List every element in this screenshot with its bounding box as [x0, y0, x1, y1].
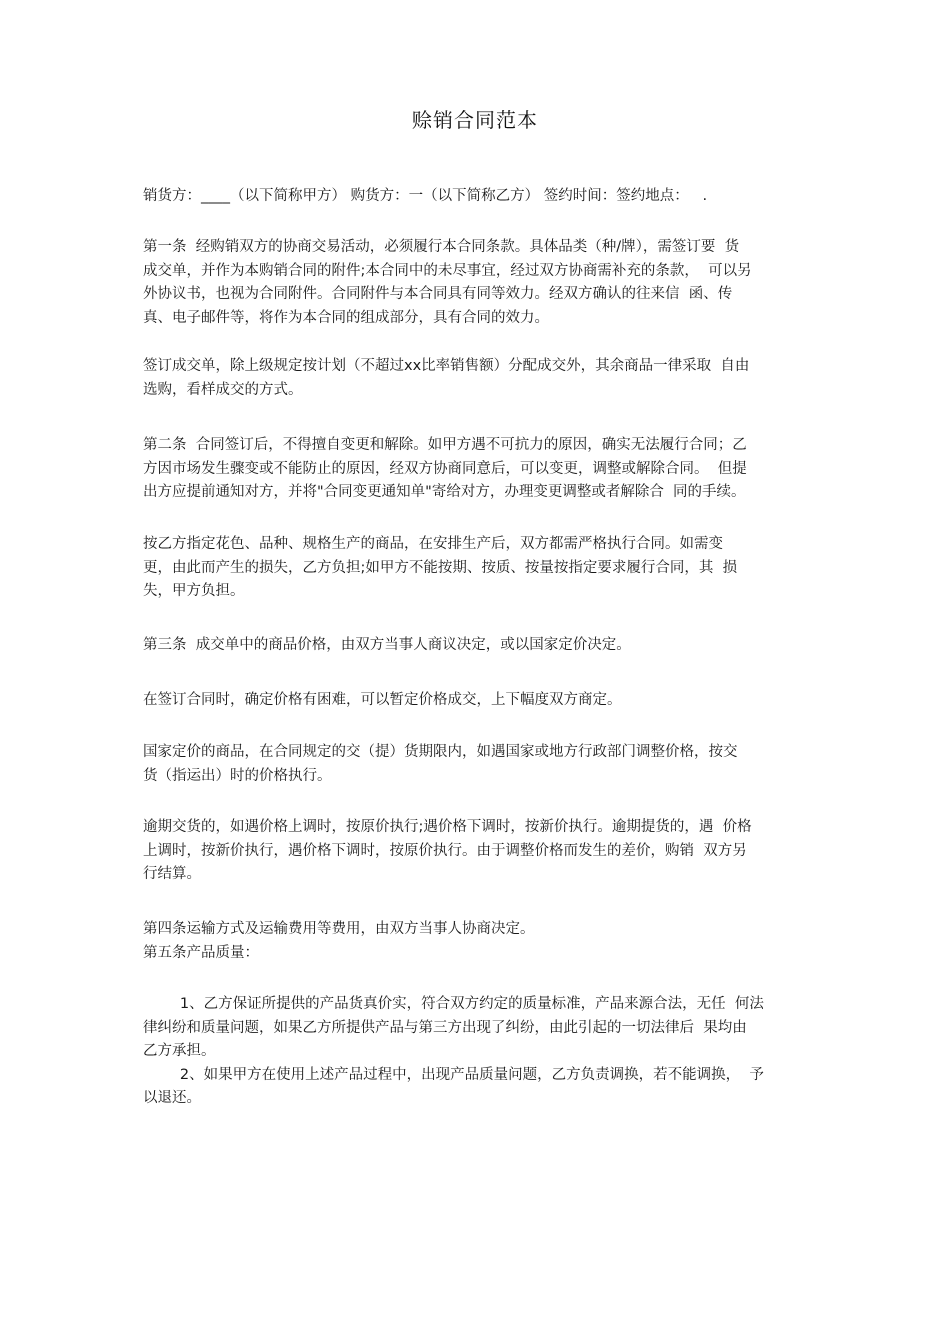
- article-1-paragraph: [143, 236, 818, 330]
- text-line: 第一条 经购销双方的协商交易活动，必须履行本合同条款。具体品类（种/牌），需签订要 货: [143, 239, 740, 255]
- text-line: 1、乙方保证所提供的产品货真价实，符合双方约定的质量标准，产品来源合法，无任 何法: [143, 996, 764, 1012]
- text-line: 行结算。: [143, 866, 201, 882]
- text-line: 以退还。: [143, 1090, 201, 1106]
- text-line: 方因市场发生骤变或不能防止的原因，经双方协商同意后，可以变更，调整或解除合同。 但提: [143, 460, 747, 477]
- text-line: 销货方：____（以下简称甲方） 购货方：一（以下简称乙方） 签约时间：签约地点： .: [143, 188, 708, 204]
- text-line: 外协议书，也视为合同附件。合同附件与本合同具有同等效力。经双方确认的往来信 函、传: [143, 286, 733, 302]
- text-line: 成交单，并作为本购销合同的附件;本合同中的未尽事宜，经过双方协商需补充的条款， 可以另: [143, 262, 752, 279]
- text-line: 第五条产品质量：: [143, 944, 259, 961]
- provisional-price-paragraph: [143, 689, 818, 713]
- text-line: 上调时，按新价执行，遇价格下调时，按原价执行。由于调整价格而发生的差价，购销 双方另: [143, 842, 747, 859]
- text-line: 逾期交货的，如遇价格上调时，按原价执行;遇价格下调时，按新价执行。逾期提货的，遇 价格: [143, 819, 752, 835]
- article-4-5-paragraph: [143, 918, 818, 965]
- text-line: 第四条运输方式及运输费用等费用，由双方当事人协商决定。: [143, 921, 535, 937]
- overdue-paragraph: [143, 816, 818, 887]
- state-price-paragraph: [143, 741, 818, 788]
- text-line: 按乙方指定花色、品种、规格生产的商品，在安排生产后，双方都需严格执行合同。如需变: [143, 536, 723, 552]
- text-line: 选购，看样成交的方式。: [143, 381, 303, 398]
- quality-clauses-paragraph: [143, 993, 818, 1111]
- text-line: 律纠纷和质量问题，如果乙方所提供产品与第三方出现了纠纷，由此引起的一切法律后 果均由: [143, 1019, 747, 1036]
- text-line: 第二条 合同签订后，不得擅自变更和解除。如甲方遇不可抗力的原因，确实无法履行合同；乙: [143, 437, 747, 453]
- text-line: 乙方承担。: [143, 1043, 216, 1059]
- custom-production-paragraph: [143, 533, 818, 604]
- text-line: 失，甲方负担。: [143, 583, 245, 599]
- text-line: 真、电子邮件等，将作为本合同的组成部分，具有合同的效力。: [143, 309, 549, 326]
- article-2-paragraph: [143, 434, 818, 505]
- text-line: 更，由此而产生的损失，乙方负担;如甲方不能按期、按质、按量按指定要求履行合同，其 损: [143, 559, 738, 576]
- text-line: 签订成交单，除上级规定按计划（不超过xx比率销售额）分配成交外，其余商品一律采取 自由: [143, 358, 750, 374]
- text-line: 国家定价的商品，在合同规定的交（提）货期限内，如遇国家或地方行政部门调整价格，按交: [143, 744, 738, 760]
- text-line: 货（指运出）时的价格执行。: [143, 767, 332, 784]
- transaction-paragraph: [143, 355, 818, 402]
- article-3-paragraph: [143, 634, 818, 658]
- text-line: 2、如果甲方在使用上述产品过程中，出现产品质量问题，乙方负责调换，若不能调换， 予: [143, 1066, 764, 1083]
- text-line: 第三条 成交单中的商品价格，由双方当事人商议决定，或以国家定价决定。: [143, 637, 631, 653]
- document-title: 赊销合同范本: [412, 108, 538, 132]
- parties-line: [143, 185, 818, 209]
- text-line: 在签订合同时，确定价格有困难，可以暂定价格成交，上下幅度双方商定。: [143, 692, 622, 708]
- text-line: 出方应提前通知对方，并将"合同变更通知单"寄给对方，办理变更调整或者解除合 同的手续。: [143, 484, 746, 500]
